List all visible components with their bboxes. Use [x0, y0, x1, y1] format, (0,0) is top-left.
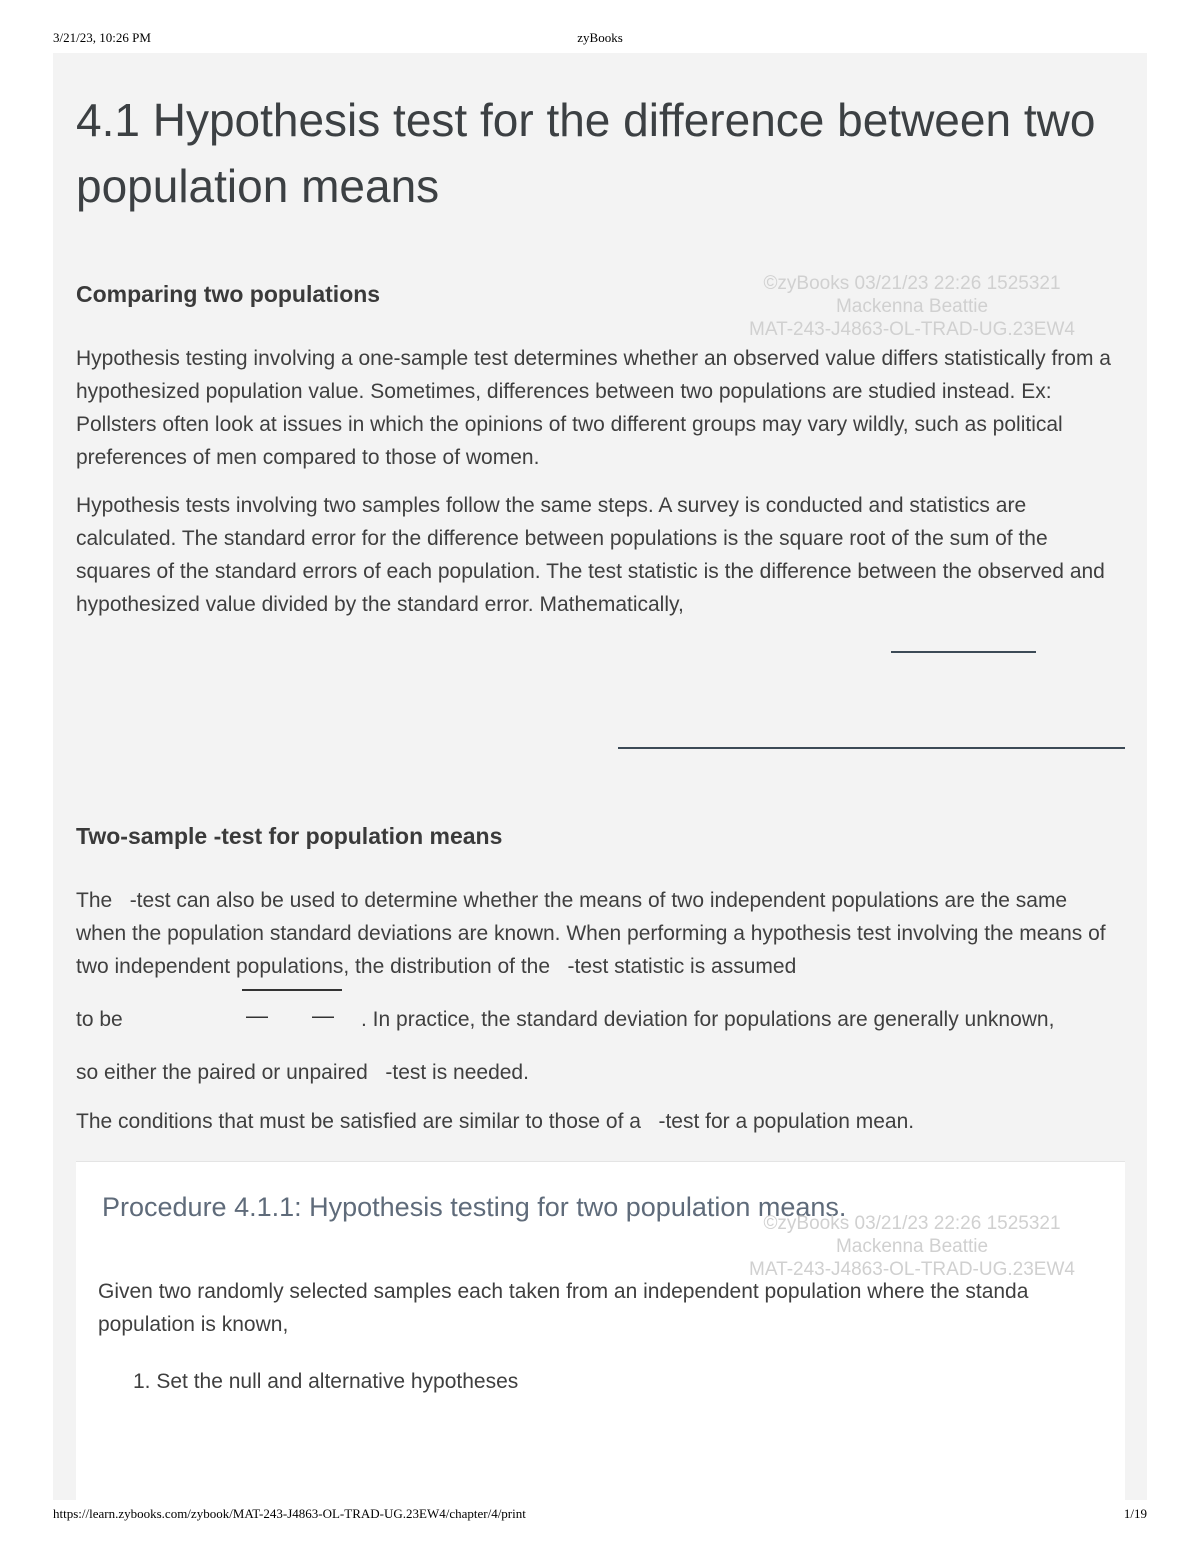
- procedure-text-line: population is known,: [98, 1313, 289, 1336]
- procedure-step: 1. Set the null and alternative hypotheses: [133, 1370, 519, 1393]
- watermark-line: ©zyBooks 03/21/23 22:26 1525321: [763, 273, 1061, 294]
- heading-comparing-populations: Comparing two populations: [76, 281, 381, 307]
- heading-part: Two-sample: [76, 823, 214, 849]
- book-page: [53, 53, 1147, 1500]
- procedure-text-line: Given two randomly selected samples each taken from an independent population where the standa: [98, 1280, 1029, 1303]
- paragraph-conditions: The conditions that must be satisfied are similar to those of a -test for a population mean.: [76, 1110, 915, 1133]
- paragraph-distribution-end: . In practice, the standard deviation for populations are generally unknown,: [361, 1008, 1055, 1031]
- procedure-box: [76, 1161, 1125, 1500]
- watermark: [732, 1212, 1092, 1281]
- section-title: 4.1 Hypothesis test for the difference between two population means: [76, 94, 1096, 212]
- heading-two-sample-test: [76, 823, 502, 850]
- formula-dash: —: [246, 1003, 268, 1028]
- watermark-line: MAT-243-J4863-OL-TRAD-UG.23EW4: [749, 1259, 1075, 1280]
- paragraph-one-sample: Hypothesis testing involving a one-sample test determines whether an observed value differs statistically from a hypothesized population value. Sometimes, differences between two populations are studied instead. Ex: Pollsters often look at issues in which the opinions of two different groups may vary wildly, such as political preferences of men compared to those of women.: [76, 347, 1111, 469]
- procedure-title: Procedure 4.1.1: Hypothesis testing for two population means.: [102, 1192, 847, 1222]
- watermark-line: ©zyBooks 03/21/23 22:26 1525321: [763, 1213, 1061, 1234]
- watermark-line: MAT-243-J4863-OL-TRAD-UG.23EW4: [749, 319, 1075, 340]
- formula-fraction-bar: [891, 651, 1036, 653]
- paragraph-two-samples: Hypothesis tests involving two samples follow the same steps. A survey is conducted and statistics are calculated. The standard error for the difference between populations is the square root of the sum of the squares of the standard errors of each population. The test statistic is the difference between the observed and hypothesized value divided by the standard error. Mathematically,: [76, 494, 1105, 616]
- procedure-text: [98, 1275, 1125, 1341]
- paragraph-t-test: so either the paired or unpaired -test is needed.: [76, 1061, 529, 1084]
- formula-fraction-bar: [618, 747, 1125, 749]
- print-url[interactable]: https://learn.zybooks.com/zybook/MAT-243-J4863-OL-TRAD-UG.23EW4/chapter/4/print: [53, 1506, 526, 1521]
- watermark-line: Mackenna Beattie: [835, 1236, 989, 1257]
- formula-overline: [242, 989, 342, 991]
- print-page-number: 1/19: [1123, 1506, 1147, 1521]
- paragraph-distribution-start: to be: [76, 1008, 123, 1031]
- print-site-title: zyBooks: [577, 30, 623, 45]
- paragraph-z-test: The -test can also be used to determine whether the means of two independent populations are the same when the population standard deviations are known. When performing a hypothesis test involving the means of two independent populations, the distribution of the -test statistic is assumed: [76, 889, 1112, 978]
- heading-part: -test for population means: [213, 823, 503, 849]
- watermark-line: Mackenna Beattie: [835, 296, 989, 317]
- print-datetime: 3/21/23, 10:26 PM: [53, 30, 151, 45]
- formula-dash: —: [312, 1003, 334, 1028]
- watermark: [732, 272, 1092, 341]
